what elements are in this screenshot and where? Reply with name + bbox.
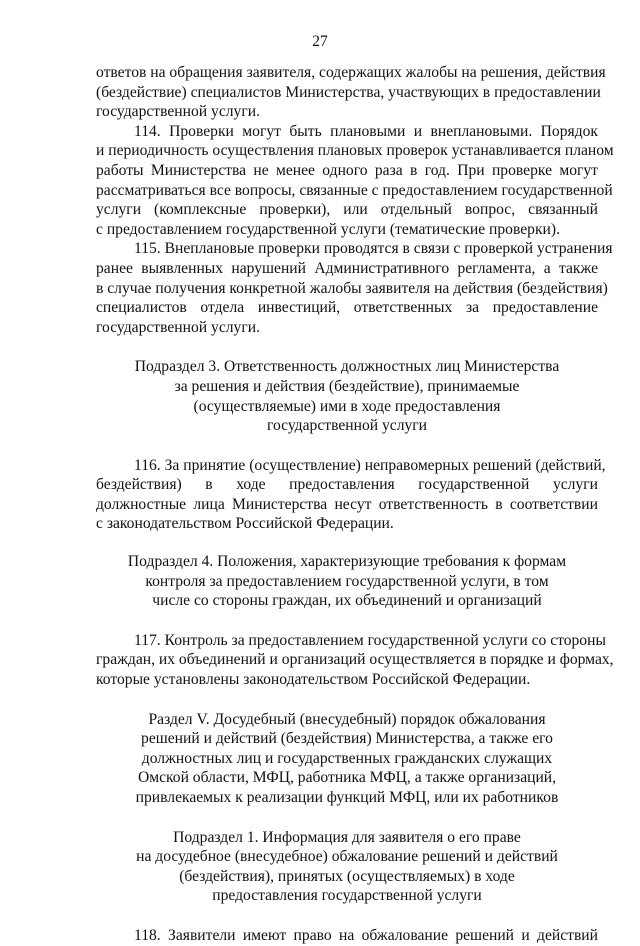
paragraph-115 (96, 239, 613, 337)
heading-line: за решения и действия (бездействие), принимаемые (174, 377, 520, 395)
text-line: 116. За принятие (осуществление) неправомерных решений (действий, (134, 456, 606, 474)
text-line: 115. Внеплановые проверки проводятся в связи с проверкой устранения (134, 240, 613, 258)
paragraph-continuation (96, 63, 606, 122)
paragraph-116 (96, 456, 606, 534)
paragraph-117 (96, 631, 614, 690)
text-line: которые установлены законодательством Российской Федерации. (96, 671, 531, 689)
document-body (96, 63, 614, 946)
text-line: в случае получения конкретной жалобы заявителя на действия (бездействия) (96, 279, 608, 297)
text-line: 114. Проверки могут быть плановыми и внеплановыми. Порядок (134, 122, 598, 140)
heading-line: предоставления государственной услуги (212, 887, 482, 905)
text-line: бездействия) в ходе предоставления государственной услуги (96, 476, 598, 494)
heading-line: государственной услуги (266, 417, 428, 435)
text-line: с предоставлением государственной услуги (тематические проверки). (96, 220, 560, 238)
text-line: услуги (комплексные проверки), или отдельный вопрос, связанный (96, 201, 598, 219)
heading-subsection-3 (96, 357, 598, 435)
heading-line: контроля за предоставлением государственной услуги, в том (145, 572, 549, 590)
text-line: ответов на обращения заявителя, содержащих жалобы на решения, действия (96, 64, 606, 81)
heading-subsection-1 (96, 828, 598, 906)
text-line: государственной услуги. (96, 318, 260, 336)
heading-subsection-4 (96, 552, 598, 611)
heading-line: (осуществляемые) ими в ходе предоставления (193, 397, 501, 415)
heading-line: Омской области, МФЦ, работника МФЦ, а также организаций, (137, 769, 557, 787)
heading-line: Раздел V. Досудебный (внесудебный) порядок обжалования (148, 710, 546, 728)
heading-line: на досудебное (внесудебное) обжалование решений и действий (136, 848, 558, 866)
heading-line: решений и действий (бездействия) Министерства, а также его (141, 730, 553, 748)
heading-section-5 (96, 710, 598, 808)
paragraph-118 (96, 926, 598, 946)
heading-line: числе со стороны граждан, их объединений и организаций (152, 592, 542, 610)
text-line: 118. Заявители имеют право на обжалование решений и действий (134, 926, 598, 944)
heading-line: Подраздел 3. Ответственность должностных лиц Министерства (134, 358, 560, 376)
text-line: граждан, их объединений и организаций осуществляется в порядке и формах, (96, 651, 614, 669)
text-line: специалистов отдела инвестиций, ответственных за предоставление (96, 299, 598, 317)
heading-line: привлекаемых к реализации функций МФЦ, или их работников (135, 789, 559, 806)
text-line: с законодательством Российской Федерации. (96, 515, 394, 533)
text-line: должностные лица Министерства несут ответственность в соответствии (96, 495, 598, 513)
text-line: (бездействие) специалистов Министерства, участвующих в предоставлении (96, 83, 601, 101)
text-line: и периодичность осуществления плановых проверок устанавливается планом (96, 142, 614, 160)
text-line: работы Министерства не менее одного раза в год. При проверке могут (96, 161, 598, 179)
heading-line: Подраздел 1. Информация для заявителя о его праве (173, 828, 521, 846)
page-number: 27 (312, 33, 328, 50)
text-line: рассматриваться все вопросы, связанные с предоставлением государственной (96, 181, 613, 199)
heading-line: Подраздел 4. Положения, характеризующие требования к формам (127, 553, 567, 571)
text-line: государственной услуги. (96, 103, 260, 121)
paragraph-114 (96, 122, 614, 240)
text-line: ранее выявленных нарушений Административного регламента, а также (96, 259, 598, 277)
heading-line: (бездействия), принятых (осуществляемых) в ходе (179, 867, 515, 885)
text-line: 117. Контроль за предоставлением государственной услуги со стороны (134, 631, 606, 649)
heading-line: должностных лиц и государственных гражданских служащих (141, 749, 553, 767)
